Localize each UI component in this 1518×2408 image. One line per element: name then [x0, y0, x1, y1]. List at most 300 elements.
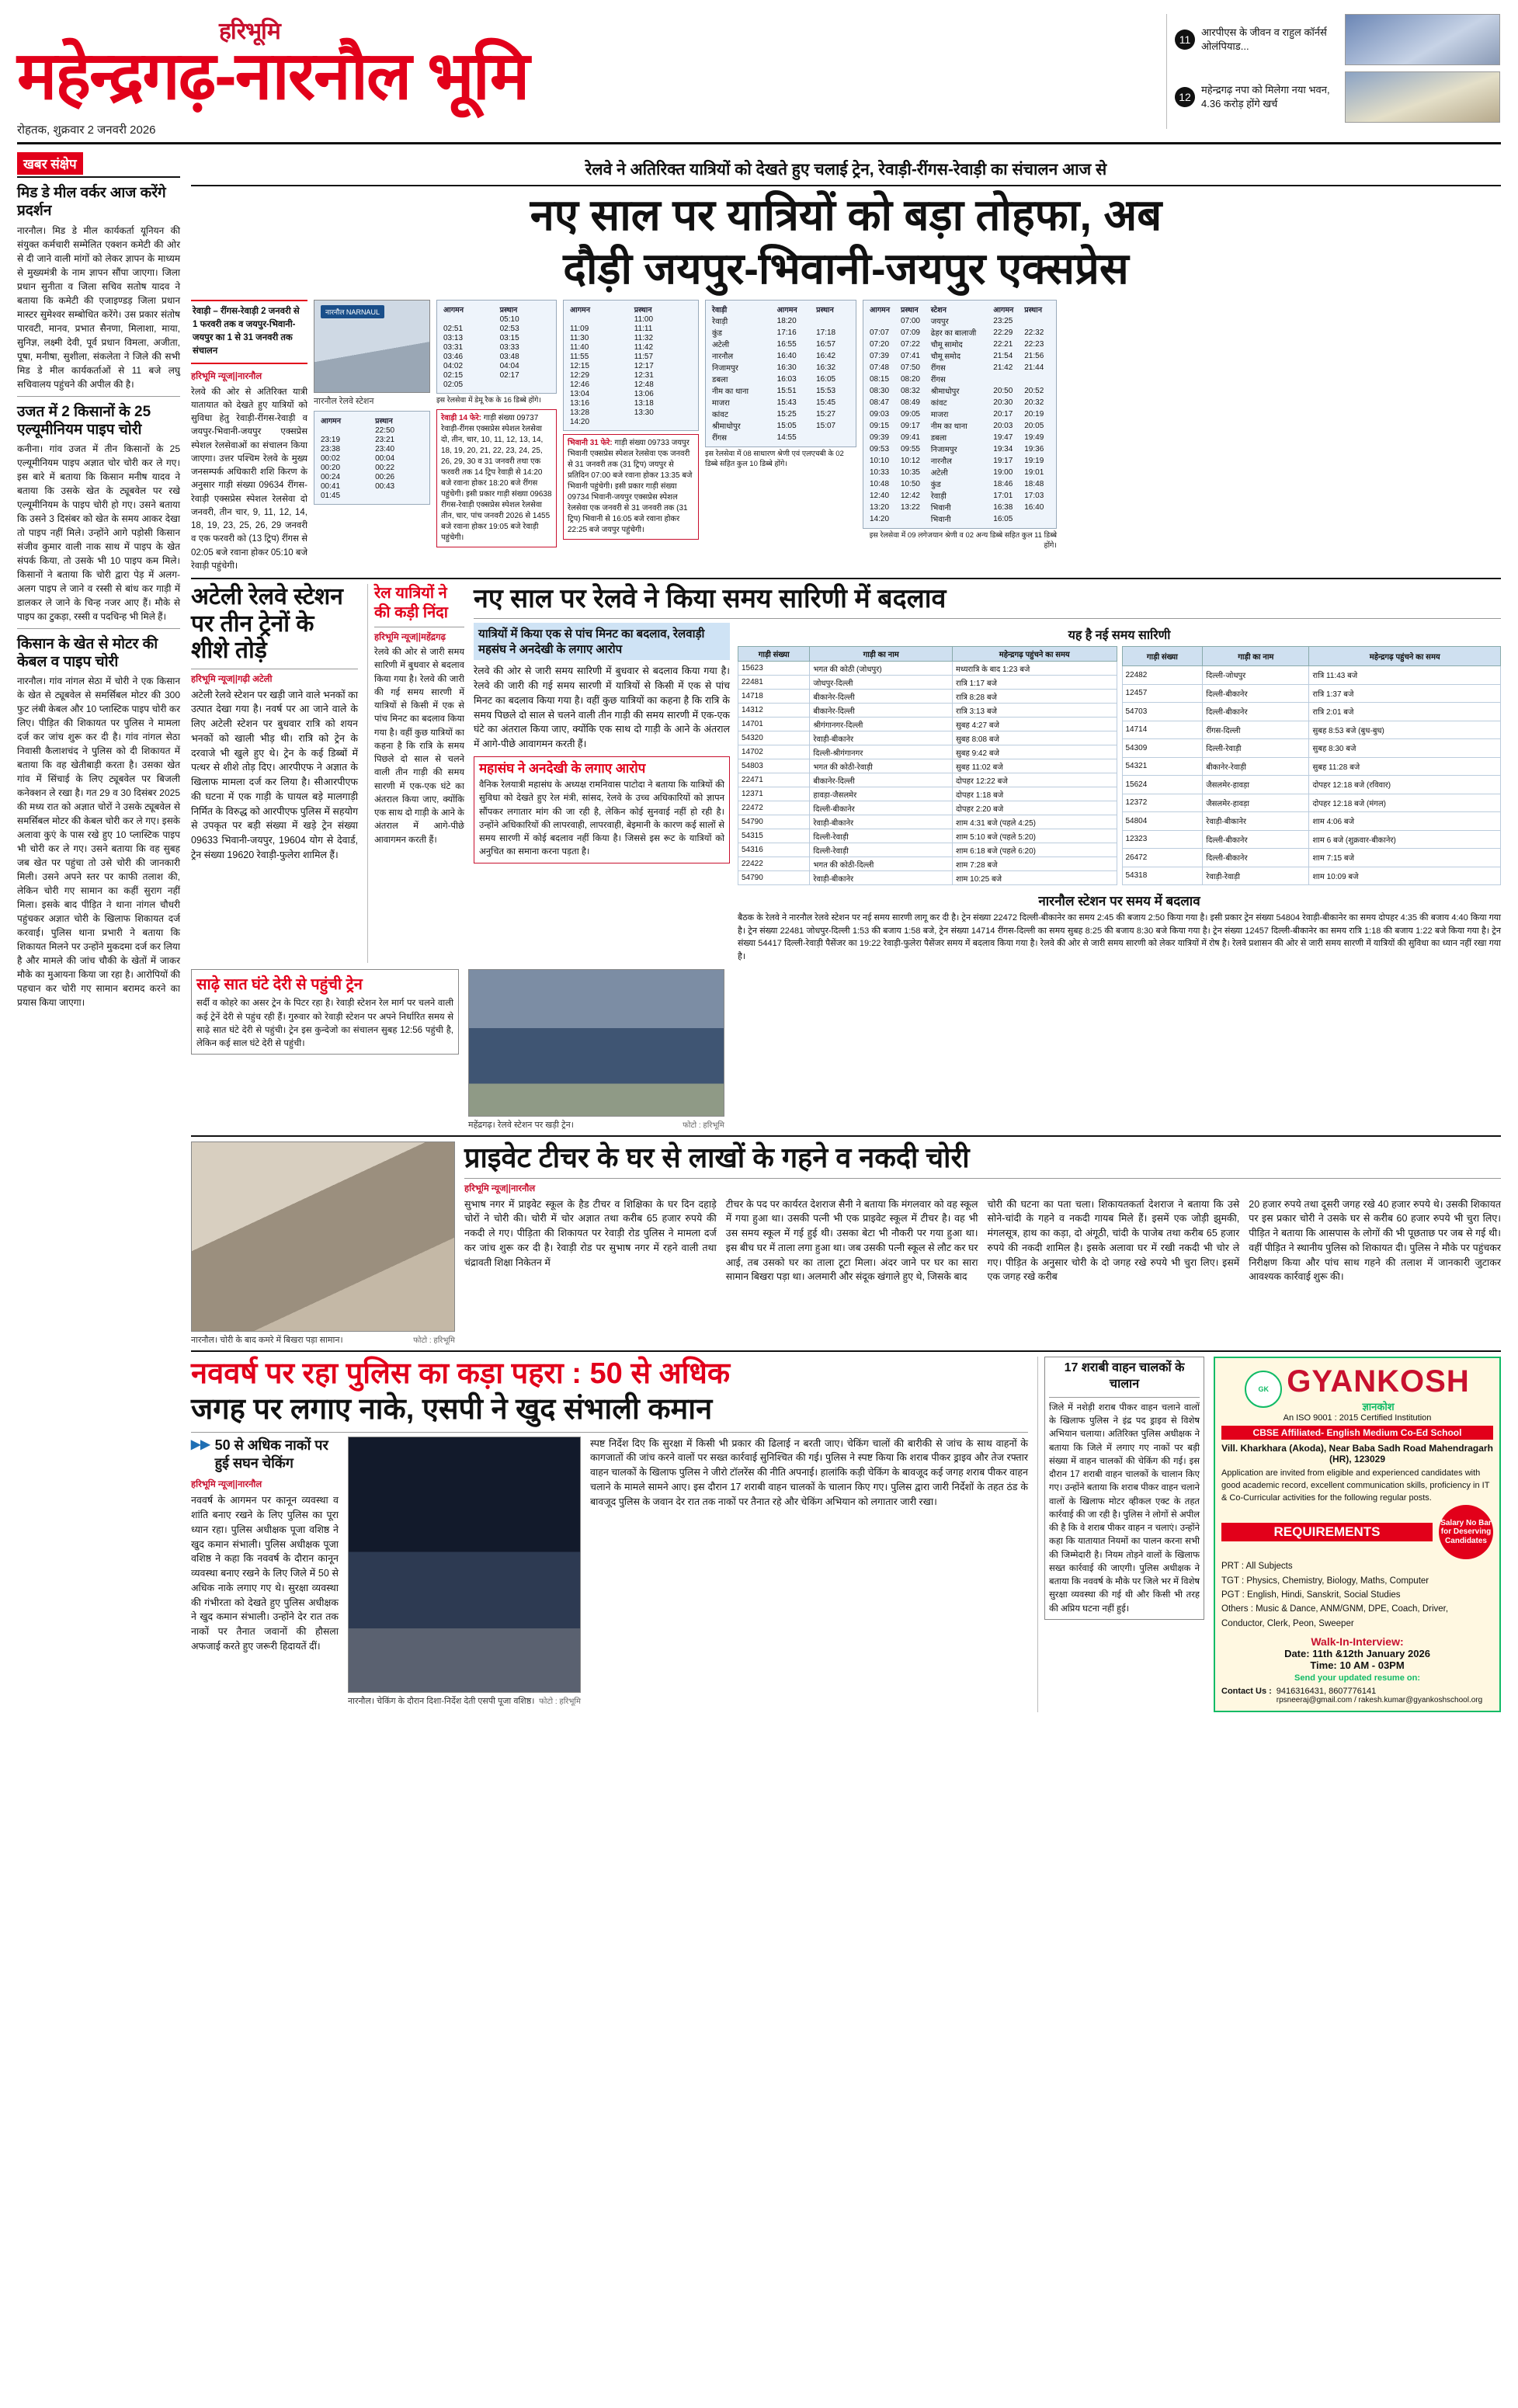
tt-cell: 15:27 [816, 409, 836, 419]
police-photo-caption-text: नारनौल। चेकिंग के दौरान दिशा-निर्देश देती एसपी पूजा वशिष्ठ। [348, 1696, 535, 1706]
mahasangh-body: वैनिक रेलयात्री महासंघ के अध्यक्ष रामनिवास पाटोदा ने बताया कि यात्रियों की सुविधा को देखते हुए रेल मंत्री, सांसद, रेलवे के उच्च अधिकारियों को ज्ञापन सौंपकर लगातार मांग की जा रही है, लेकिन कोई सुनवाई नहीं हो रही है। उन्होंने अधिकारियों की लापरवाही, लापरवाही, बेइमानी के कारण कई सालों से समय सारणी में कोई बदलाव नहीं किया है। जिससे इस रूट के यात्रियों को अनुचित का समाना करना पड़ता है। [479, 780, 724, 857]
tt-cell: 21:54 [993, 351, 1013, 360]
tt-cell: 20:52 [1024, 386, 1044, 395]
tt-cell: 13:22 [900, 502, 920, 512]
tt-cell [568, 315, 632, 325]
sched-col-name: गाड़ी का नाम [1203, 647, 1309, 666]
ad-brand: GYANKOSH [1287, 1364, 1470, 1399]
sched-cell: 15623 [738, 662, 810, 676]
tt-col-departure: प्रस्थान [634, 305, 652, 314]
promo-number: 12 [1175, 87, 1195, 107]
lead-headline-line1: नए साल पर यात्रियों को बड़ा तोहफा, अब [530, 190, 1162, 240]
promo-text: महेन्द्रगढ़ नपा को मिलेगा नया भवन, 4.36 करोड़ होंगे खर्च [1201, 84, 1330, 109]
sched-cell: 22472 [738, 801, 810, 815]
tt-cell: श्रीमाधोपुर [712, 422, 741, 432]
tt-cell: 09:15 [870, 421, 890, 430]
ad-walkin [1221, 1635, 1493, 1683]
sched-cell: जोधपुर-दिल्ली [810, 676, 953, 690]
train-photo [468, 969, 724, 1117]
promo-image [1345, 14, 1500, 65]
sched-cell: श्रीगंगानगर-दिल्ली [810, 718, 953, 731]
ad-phones[interactable]: 9416316431, 8607776141 [1276, 1687, 1377, 1697]
ad-emails[interactable]: rpsneeraj@gmail.com / rakesh.kumar@gyankoshschool.org [1276, 1696, 1483, 1705]
train-photo-credit: फोटो : हरिभूमि [683, 1121, 724, 1131]
sched-cell: 54790 [738, 815, 810, 829]
lead-foot-note: इस रेलसेवा में 09 लगेजयान श्रेणी व 02 अन्य डिब्बे सहित कुल 11 डिब्बे होंगे। [869, 530, 1057, 550]
schedule-tables [738, 646, 1501, 885]
tt-cell: 15:43 [776, 398, 797, 407]
timetable-2 [436, 300, 557, 394]
police-subhead: 50 से अधिक नाकों पर हुई सघन चेकिंग [214, 1437, 328, 1471]
tt-cell: नारनौल [930, 457, 952, 467]
tt-cell [318, 426, 373, 436]
police-photo-block [348, 1437, 581, 1707]
tt-cell: 18:46 [993, 479, 1013, 488]
ad-logo-row [1221, 1364, 1493, 1413]
tt-cell: 07:50 [900, 363, 920, 372]
sched-cell: 22482 [1122, 666, 1203, 685]
tt-cell: 03:15 [499, 334, 519, 343]
tt-cell: 13:20 [870, 502, 890, 512]
sched-cell: 14714 [1122, 721, 1203, 739]
timetable-4-col [705, 300, 856, 470]
police-byline: हरिभूमि न्यूज||नारनौल [191, 1480, 262, 1490]
ad-post-item: PRT : All Subjects [1221, 1562, 1293, 1572]
tt-cell: 22:32 [1024, 328, 1044, 337]
tt-cell [991, 374, 1022, 385]
timetable-5 [863, 300, 1057, 529]
tt-col-departure-2: प्रस्थान [1024, 305, 1042, 314]
tt-cell: अटेली [930, 469, 948, 478]
rail-item-body: कनीना। गांव उजत में तीन किसानों के 25 एल्यूमीनियम पाइप अज्ञात चोर चोरी कर ले गए। इस बारे में बताया कि किसान मनीष यादव ने बताया कि उसके खेत के ट्यूबवेल पर रखे एल्यूमीनियम के पाइप चोरी हो गए। उसने बताया कि उसने 3 दिसंबर को खेत के समय आकर देखा तो पाइप नहीं मिले। उन्होंने आगे पड़ोसी किसान संजीव कुमार वाली नाक साथ में पाइप के खेत संपर्क किया, तो उसके भी 10 पाइप कम मिले। किसानों ने बताया कि चोरी द्वारा पेड़ में अलग-अलग पाइप ले जाने व रस्सी से बांध कर गाड़ी में डालकर ले जाने के चिन्ह नजर आए हैं। मौके से पाइप का टुकड़ा, रस्सी व पदचिन्ह भी मिले हैं। [17, 443, 180, 622]
tt-cell [1022, 315, 1052, 327]
sched-cell: दोपहर 1:18 बजे [953, 787, 1117, 801]
tt-cell: 10:35 [900, 467, 920, 477]
tt-cell: 11:30 [570, 334, 589, 343]
sched-cell: बीकानेर-रेवाड़ी [1203, 757, 1309, 776]
tt-cell: 07:09 [900, 328, 920, 337]
divider [1049, 1397, 1200, 1398]
theft-col-1: सुभाष नगर में प्राइवेट स्कूल के हैड टीचर व शिक्षिका के घर दिन दहाड़े चोरों ने चोरी की। चोरी में चोर अज्ञात तथा करीब 65 हजार रुपये की नकदी ले गए। पीड़िता की शिकायत पर रेवाड़ी रोड पुलिस ने मामला दर्ज कर जांच शुरू कर दी है। रेवाड़ी रोड पर सुभाष नगर में रहने वाली तथा चंद्रावती शिक्षा निकेतन में [464, 1198, 717, 1268]
tt-cell: 19:00 [993, 467, 1013, 477]
ad-requirements-title: REQUIREMENTS [1221, 1523, 1433, 1541]
sched-cell: 12457 [1122, 684, 1203, 703]
sched-cell: 14701 [738, 718, 810, 731]
police-photo-caption [348, 1695, 581, 1707]
sched-cell: सुबह 8:53 बजे (बुध-बुध) [1309, 721, 1501, 739]
tt-cell: 23:21 [375, 436, 395, 445]
tt-cell: 10:10 [870, 456, 890, 465]
tt-col-departure: प्रस्थान [375, 416, 393, 426]
ad-walkin-date: Date: 11th &12th January 2026 [1284, 1648, 1430, 1660]
ad-post-item: Others : Music & Dance, ANM/GNM, DPE, Coach, Driver, Conductor, Clerk, Peon, Sweeper [1221, 1604, 1449, 1628]
red-note-1 [436, 409, 557, 547]
sched-cell: रेवाड़ी-बीकानेर [810, 815, 953, 829]
mahasangh-box [474, 756, 730, 863]
red-note-2-title: भिवानी 31 फेरे: [568, 438, 613, 447]
tt-cell: 13:30 [634, 408, 654, 418]
sched-cell: रात्रि 1:17 बजे [953, 676, 1117, 690]
sched-cell: 22481 [738, 676, 810, 690]
tt-cell: 08:32 [900, 386, 920, 395]
tt-cell: 02:53 [499, 325, 519, 334]
lead-block [191, 300, 1501, 574]
lead-byline: हरिभूमि न्यूज||नारनौल [191, 371, 262, 381]
sched-cell: 12372 [1122, 794, 1203, 812]
sched-cell: रात्रि 2:01 बजे [1309, 703, 1501, 721]
ad-posts [1221, 1559, 1493, 1631]
tt-cell: 16:03 [776, 374, 797, 384]
tt-cell: 03:33 [499, 343, 519, 353]
police-left-col [191, 1437, 339, 1707]
sched-cell: दोपहर 12:22 बजे [953, 773, 1117, 787]
tt-cell: नीम का थाना [712, 387, 749, 397]
chevron-right-icon: ▶▶ [191, 1437, 210, 1451]
promo-item[interactable] [1175, 14, 1500, 65]
sched-cell: 26472 [1122, 849, 1203, 867]
sched-cell: दिल्ली-बीकानेर [1203, 830, 1309, 849]
timetable-1-table [318, 415, 426, 501]
tt-cell: 02:15 [443, 371, 464, 380]
tt-cell: 12:31 [634, 371, 654, 380]
tt-cell: 00:43 [375, 482, 395, 492]
tt-cell: नारनौल [712, 353, 734, 362]
sched-cell: सुबह 9:42 बजे [953, 745, 1117, 759]
rail-head-wrap [17, 152, 180, 178]
divider [17, 628, 180, 629]
tt-cell: 20:19 [1024, 409, 1044, 419]
drunk-driving-box [1044, 1357, 1204, 1620]
tt-cell: 00:41 [321, 482, 341, 492]
sched-cell: 54703 [1122, 703, 1203, 721]
tt-col-arrival-2: आगमन [993, 305, 1014, 314]
train-photo-row [191, 969, 1501, 1131]
school-crest-icon: GK [1245, 1371, 1282, 1408]
tt-cell: 17:01 [993, 491, 1013, 500]
tt-cell [867, 315, 898, 327]
timetable-2-col [436, 300, 557, 547]
tt-cell: 21:44 [1024, 363, 1044, 372]
sched-cell: रेवाड़ी-बीकानेर [1203, 812, 1309, 831]
tt-cell [1022, 374, 1052, 385]
sched-cell: 22422 [738, 857, 810, 871]
tt-cell: अटेली [712, 341, 730, 350]
sched-cell: दिल्ली-जोधपुर [1203, 666, 1309, 685]
schedule-table-left [738, 646, 1117, 885]
tt-cell: 07:39 [870, 351, 890, 360]
police-col-1: नववर्ष के आगमन पर कानून व्यवस्था व शांति बनाए रखने के लिए पुलिस का पूरा ध्यान रहा। पुलिस अधीक्षक पूजा वशिष्ठ ने खुद कमान संभाली। पुलिस अधीक्षक पूजा वशिष्ठ ने कहा कि नववर्ष के दौरान कानून व्यवस्था बनाए रखने के लिए जिले में 50 से अधिक नाके लगाए गए थे। सुरक्षा व्यवस्था की गंभीरता को देखते हुए पुलिस अधीक्षक ने खुद कमान संभाली। उन्होंने देर रात तक नाकों पर तैनात जवानों की हौसला अफजाई करते हुए जरूरी हिदायतें दीं। [191, 1495, 339, 1652]
rail-item-body: नारनौल। मिड डे मील कार्यकर्ता यूनियन की संयुक्त कर्मचारी सम्मेलित एक्शन कमेटी की ओर से दी जाने वाली मांगों को लेकर ज्ञापन के माध्यम से मुख्यमंत्री के नाम ज्ञापन सौंपा जाएगा। जिला प्रधान सुनीता व जिला सचिव सतोष यादव ने बताया कि कमेटी की एजाइण्डड़ जिला प्रधान मास्टर सुमेश्वर सम्बोधित करेंगे। उस प्रकार संतोष पारवटी, मानव, प्रभात सैनणा, मिलाशा, माया, सुनिज्ञ, लक्ष्मी देवी, पूर्व प्रधान विमला, अजीता, पूषा, मनीषा, सुशीला, संकलेता ने जिले की सभी मिड डे मील कार्यकर्ताओं से 11 बजे लघु सचिवालय पहुंचने की अपील की है। [17, 224, 180, 390]
tt-cell: माजरा [712, 399, 730, 408]
sched-cell: दोपहर 2:20 बजे [953, 801, 1117, 815]
theft-photo-block [191, 1141, 455, 1346]
tt-cell: 12:29 [570, 371, 590, 380]
tt-cell: 02:05 [443, 380, 464, 390]
main-columns [17, 152, 1501, 1712]
tt-cell: 13:16 [570, 399, 590, 408]
tt-cell: रींगस [930, 364, 946, 374]
ateli-byline: हरिभूमि न्यूज||गढ़ी अटेली [191, 674, 273, 684]
sched-cell: शाम 6 बजे (शुक्रवार-बीकानेर) [1309, 830, 1501, 849]
police-col-2: स्पष्ट निर्देश दिए कि सुरक्षा में किसी भी प्रकार की ढिलाई न बरती जाए। चेकिंग चालों की बारीकी से जांच के साथ वाहनों के कागजातों की जांच करने वालों पर सख्त कार्रवाई सुनिश्चित की गई। पुलिस ने स्पष्ट किया कि शराब पीकर ड्राइव और तेज रफ्तार वाहन चालकों के खिलाफ पुलिस ने जीरो टॉलरेंस की नीति अपनाई। हालांकि कड़ी चेकिंग के बावजूद कई जगह शराब पीकर वाहन चलाने के मामले सामने आए। इस दौरान 17 शराबी वाहन चालकों के चालान किए गए। पुलिस द्वारा जारी निर्देशों के तहत ठंड के बावजूद पुलिस के जवान देर रात तक नाकों पर तैनात रहे और चेकिंग अभियान को लगातार जारी रखा। [590, 1437, 1028, 1507]
bottom-section [191, 1357, 1501, 1712]
tt-cell: 01:45 [321, 492, 341, 501]
sched-cell: दिल्ली-श्रीगंगानगर [810, 745, 953, 759]
tt-col-departure: प्रस्थान [816, 305, 834, 314]
theft-text-block [464, 1141, 1501, 1346]
divider [474, 618, 1501, 619]
tt-cell: 07:20 [870, 339, 890, 349]
lead-headline-line2: दौड़ी जयपुर-भिवानी-जयपुर एक्सप्रेस [563, 244, 1129, 294]
tt-cell: 12:17 [634, 362, 654, 371]
divider [191, 1135, 1501, 1137]
tt-cell: श्रीमाधोपुर [930, 387, 960, 397]
tt-cell: 07:22 [900, 339, 920, 349]
sched-cell: 54316 [738, 843, 810, 857]
tt-cell: कुंड [712, 329, 723, 339]
sched-cell: दिल्ली-बीकानेर [1203, 849, 1309, 867]
tt-cell: 09:17 [900, 421, 920, 430]
tt-cell: 03:31 [443, 343, 464, 353]
tt-cell: 10:48 [870, 479, 890, 488]
tt-cell [1022, 513, 1052, 525]
sched-cell: दिल्ली-रेवाड़ी [810, 829, 953, 843]
tt-cell: 12:48 [634, 380, 654, 390]
tt-cell: 18:48 [1024, 479, 1044, 488]
tt-cell: 22:29 [993, 328, 1013, 337]
ad-contact-values [1277, 1687, 1482, 1704]
tt-cell: 00:04 [375, 454, 395, 464]
divider [464, 1178, 1501, 1179]
tt-cell: 16:32 [816, 363, 836, 372]
tt-cell: 12:40 [870, 491, 890, 500]
promo-number: 11 [1175, 30, 1195, 50]
sched-cell: शाम 5:10 बजे (पहले 5:20) [953, 829, 1117, 843]
late-train-story [191, 969, 459, 1131]
train-photo-spacer [734, 969, 1501, 1131]
tt-cell: 22:50 [375, 426, 395, 436]
tt-cell: 02:17 [499, 371, 519, 380]
tt-cell: 17:16 [776, 328, 797, 337]
publisher-logo: हरिभूमि [219, 19, 280, 44]
tt-cell: 08:30 [870, 386, 890, 395]
divider [191, 185, 1501, 186]
tt-cell: 15:53 [816, 386, 836, 395]
tt-cell: 11:11 [634, 325, 653, 334]
sched-cell: दोपहर 12:18 बजे (मंगल) [1309, 794, 1501, 812]
tt-cell: 23:38 [321, 445, 341, 454]
tt-cell: 12:15 [570, 362, 590, 371]
ad-contact-label: Contact Us : [1221, 1687, 1272, 1697]
promo-item[interactable] [1175, 71, 1500, 123]
advertisement[interactable] [1214, 1357, 1501, 1712]
theft-col-2: टीचर के पद पर कार्यरत देशराज सैनी ने बताया कि मंगलवार को वह स्कूल में गया हुआ था। उसकी पत्नी भी एक प्राइवेट स्कूल में टीचर है। वह भी उस समय स्कूल में गई हुई थी। उसका बेटा भी नौकरी पर गया हुआ था। इस बीच घर में ताला लगा हुआ था। जब उसकी पत्नी स्कूल से लौट कर घर आई, तब उसको घर का ताला टूटा मिला। अंदर जाने पर घर का सारा सामान बिखरा पड़ा था। अलमारी और संदूक खंगाले हुए थे, जिसके बाद [725, 1198, 978, 1283]
sched-cell: 54315 [738, 829, 810, 843]
tt-cell [898, 513, 929, 525]
sched-cell: शाम 7:15 बजे [1309, 849, 1501, 867]
tt-cell: 16:40 [1024, 502, 1044, 512]
page-title: महेन्द्रगढ़-नारनौल भूमि [17, 39, 529, 113]
dateline: रोहतक, शुक्रवार 2 जनवरी 2026 [17, 123, 156, 137]
sched-cell: 54309 [1122, 739, 1203, 758]
tt-cell: 00:02 [321, 454, 341, 464]
tt-cell: 13:06 [634, 390, 654, 399]
police-sub-wrap [191, 1437, 339, 1473]
tt-cell: रेवाड़ी [930, 492, 947, 502]
sched-cell: शाम 4:06 बजे [1309, 812, 1501, 831]
late-train-body: सर्दी व कोहरे का असर ट्रेन के पिटर रहा है। रेवाड़ी स्टेशन रेल मार्ग पर चलने वाली कई ट्रेनें देरी से पहुंच रही हैं। गुरुवार को रेवाड़ी स्टेशन पर अपने निर्धारित समय से साढ़े सात घंटे देरी से पहुंची। ट्रेन इस कुन्देजो का संचालन सुबह 12:56 पहुंची है, लेकिन कई साल घंटे देरी से पहुंची। [196, 999, 453, 1049]
tt-cell: 08:15 [870, 374, 890, 384]
tt-col-station: स्टेशन [930, 305, 947, 314]
lead-body: रेलवे की ओर से अतिरिक्त यात्री यातायात को देखते हुए यात्रियों को सुविधा हेतु रेवाड़ी-रींगस-रेवाड़ी व जयपुर-भिवानी-जयपुर एक्सप्रेस स्पेशल रेलसेवाओं का संचालन किया जाएगा। उत्तर पश्चिम रेलवे के मुख्य जनसम्पर्क अधिकारी शशि किरण के अनुसार गाड़ी संख्या 09634 रींगस-रेवाड़ी एक्सप्रेस स्पेशल रेलसेवा दो जनवरी, तीन चार, 9, 11, 12, 14, 18, 19, 23, 25, 26, 29 जनवरी व एक फरवरी को (13 ट्रिप) रींगस से 02:05 बजे रवाना होकर 05:10 बजे रेवाड़ी पहुंचेगी। [191, 387, 307, 571]
rail-passengers-byline: हरिभूमि न्यूज||महेंद्रगढ़ [374, 633, 446, 643]
sched-cell: भगत की कोठी (जोधपुर) [810, 662, 953, 676]
sched-cell: दिल्ली-बीकानेर [1203, 684, 1309, 703]
sched-cell: 54318 [1122, 867, 1203, 885]
salary-badge: Salary No Bar for Deserving Candidates [1439, 1505, 1493, 1559]
theft-byline: हरिभूमि न्यूज||नारनौल [464, 1183, 536, 1194]
sched-cell: शाम 4:31 बजे (पहले 4:25) [953, 815, 1117, 829]
sched-cell: 54321 [1122, 757, 1203, 776]
tt-cell: 09:05 [900, 409, 920, 419]
sched-cell: शाम 10:25 बजे [953, 871, 1117, 885]
timetable-change-left [474, 623, 730, 963]
lead-photo-col [314, 300, 430, 505]
sched-col-number: गाड़ी संख्या [738, 647, 810, 662]
tt-cell: 09:39 [870, 433, 890, 442]
ad-req-row [1221, 1505, 1493, 1559]
sched-col-time: महेन्द्रगढ़ पहुंचने का समय [1309, 647, 1501, 666]
rail-passengers-story [367, 584, 464, 963]
sched-cell: शाम 7:28 बजे [953, 857, 1117, 871]
rail-passengers-headline: रेल यात्रियों ने की कड़ी निंदा [374, 585, 448, 622]
sched-cell: रात्रि 8:28 बजे [953, 690, 1117, 704]
sched-cell: 22471 [738, 773, 810, 787]
tt-cell: 16:55 [776, 339, 797, 349]
police-headline-line1: नववर्ष पर रहा पुलिस का कड़ा पहरा : 50 से अधिक [191, 1357, 731, 1391]
ad-walkin-time: Time: 10 AM - 03PM [1310, 1659, 1405, 1672]
sched-cell: दिल्ली-बीकानेर [1203, 703, 1309, 721]
tt-col-arrival: आगमन [443, 305, 464, 314]
timetable-5-col [863, 300, 1057, 551]
tt-cell: 03:13 [443, 334, 464, 343]
tt-cell: 13:28 [570, 408, 590, 418]
sched-cell: बीकानेर-दिल्ली [810, 690, 953, 704]
mahasangh-headline: महासंघ ने अनदेखी के लगाए आरोप [479, 760, 646, 776]
tt-cell: 18:20 [776, 316, 797, 325]
tt-col-departure: प्रस्थान [499, 305, 518, 314]
tt-cell: 12:46 [570, 380, 590, 390]
tt-cell: 11:09 [570, 325, 589, 334]
sched-cell: 12323 [1122, 830, 1203, 849]
sched-cell: दिल्ली-रेवाड़ी [1203, 739, 1309, 758]
tt-cell: नीम का थाना [930, 422, 967, 432]
divider [17, 396, 180, 397]
train-photo-caption-text: महेंद्रगढ़। रेलवे स्टेशन पर खड़ी ट्रेन। [468, 1121, 574, 1131]
narnaul-change-headline: नारनौल स्टेशन पर समय में बदलाव [1038, 894, 1200, 909]
sched-cell: सुबह 11:28 बजे [1309, 757, 1501, 776]
tt-cell: 09:53 [870, 444, 890, 453]
tt-cell: 11:55 [570, 353, 589, 362]
tt-cell: 10:12 [900, 456, 920, 465]
timetable-3 [563, 300, 699, 431]
tt-cell: 19:47 [993, 433, 1013, 442]
tt-cell: 16:30 [776, 363, 797, 372]
sched-cell: 14702 [738, 745, 810, 759]
ad-iso: An ISO 9001 : 2015 Certified Institution [1283, 1413, 1432, 1423]
tt-cell: 16:05 [816, 374, 836, 384]
train-photo-block [468, 969, 724, 1131]
tt-cell: 11:57 [634, 353, 654, 362]
timetable-1 [314, 411, 430, 505]
tt-cell: 22:21 [993, 339, 1013, 349]
sched-cell: भगत की कोठी-रेवाड़ी [810, 759, 953, 773]
station-photo [314, 300, 430, 393]
tt-cell: 19:36 [1024, 444, 1044, 453]
tt-cell: 14:20 [570, 418, 590, 427]
tt-cell: 20:50 [993, 386, 1013, 395]
news-brief-rail [17, 152, 180, 1712]
ad-logo-text-wrap [1287, 1364, 1469, 1413]
sched-cell: शाम 6:18 बजे (पहले 6:20) [953, 843, 1117, 857]
timetable-3-table [568, 304, 694, 427]
tt-col-arrival: आगमन [321, 416, 342, 426]
tt-cell: 08:20 [900, 374, 920, 384]
tt-cell: 09:41 [900, 433, 920, 442]
police-columns [191, 1437, 1028, 1707]
sched-cell: 54803 [738, 759, 810, 773]
tt-cell: 07:41 [900, 351, 920, 360]
ad-contact-row[interactable] [1221, 1687, 1493, 1704]
timetable-change-strip: यात्रियों में किया एक से पांच मिनट का बदलाव, रेलवाड़ी महसंघ ने अनदेखी के लगाए आरोप [474, 623, 730, 660]
tt-cell: 08:47 [870, 398, 890, 407]
tt-cell: 11:42 [634, 343, 654, 353]
tt-cell: 00:20 [321, 464, 341, 473]
red-note-2 [563, 434, 699, 540]
tt-cell: 17:03 [1024, 491, 1044, 500]
tt-cell [441, 315, 498, 325]
sched-cell: दिल्ली-बीकानेर [810, 801, 953, 815]
schedule-table-right [1122, 646, 1502, 885]
tt-cell: 11:00 [634, 315, 654, 325]
tt-col-arrival: आगमन [776, 305, 797, 314]
theft-photo [191, 1141, 455, 1332]
tt-cell: रींगस [712, 434, 728, 443]
tt-cell: 23:19 [321, 436, 341, 445]
theft-columns [464, 1197, 1501, 1285]
tt-cell: 19:19 [1024, 456, 1044, 465]
ad-post-item: PGT : English, Hindi, Sanskrit, Social Studies [1221, 1590, 1401, 1600]
tt-cell: 19:01 [1024, 467, 1044, 477]
tt-cell: चौमू समोद [930, 353, 961, 362]
timetable-5-table [867, 304, 1052, 525]
timetable-change-body [474, 623, 1501, 963]
tt-cell [632, 418, 694, 427]
lead-foot-note-2: इस रेलसेवा में 08 साधारण श्रेणी एवं एलएचबी के 02 डिब्बे सहित कुल 10 डिब्बे होंगे। [705, 449, 844, 468]
sched-cell: बीकानेर-दिल्ली [810, 773, 953, 787]
timetable-4-table [710, 304, 852, 443]
tt-cell: भिवानी [930, 504, 951, 513]
sched-cell: दिल्ली-रेवाड़ी [810, 843, 953, 857]
tt-cell: 11:32 [634, 334, 654, 343]
tt-cell: 16:42 [816, 351, 836, 360]
tt-cell: 20:32 [1024, 398, 1044, 407]
ad-box[interactable] [1214, 1357, 1501, 1712]
sched-col-time: महेन्द्रगढ़ पहुंचने का समय [953, 647, 1117, 662]
lead-intro-box: रेवाड़ी – रींगस-रेवाड़ी 2 जनवरी से 1 फरवरी तक व जयपुर-भिवानी-जयपुर का 1 से 31 जनवरी तक संचालन [191, 300, 307, 364]
tt-cell: 16:40 [776, 351, 797, 360]
tt-cell: 08:49 [900, 398, 920, 407]
